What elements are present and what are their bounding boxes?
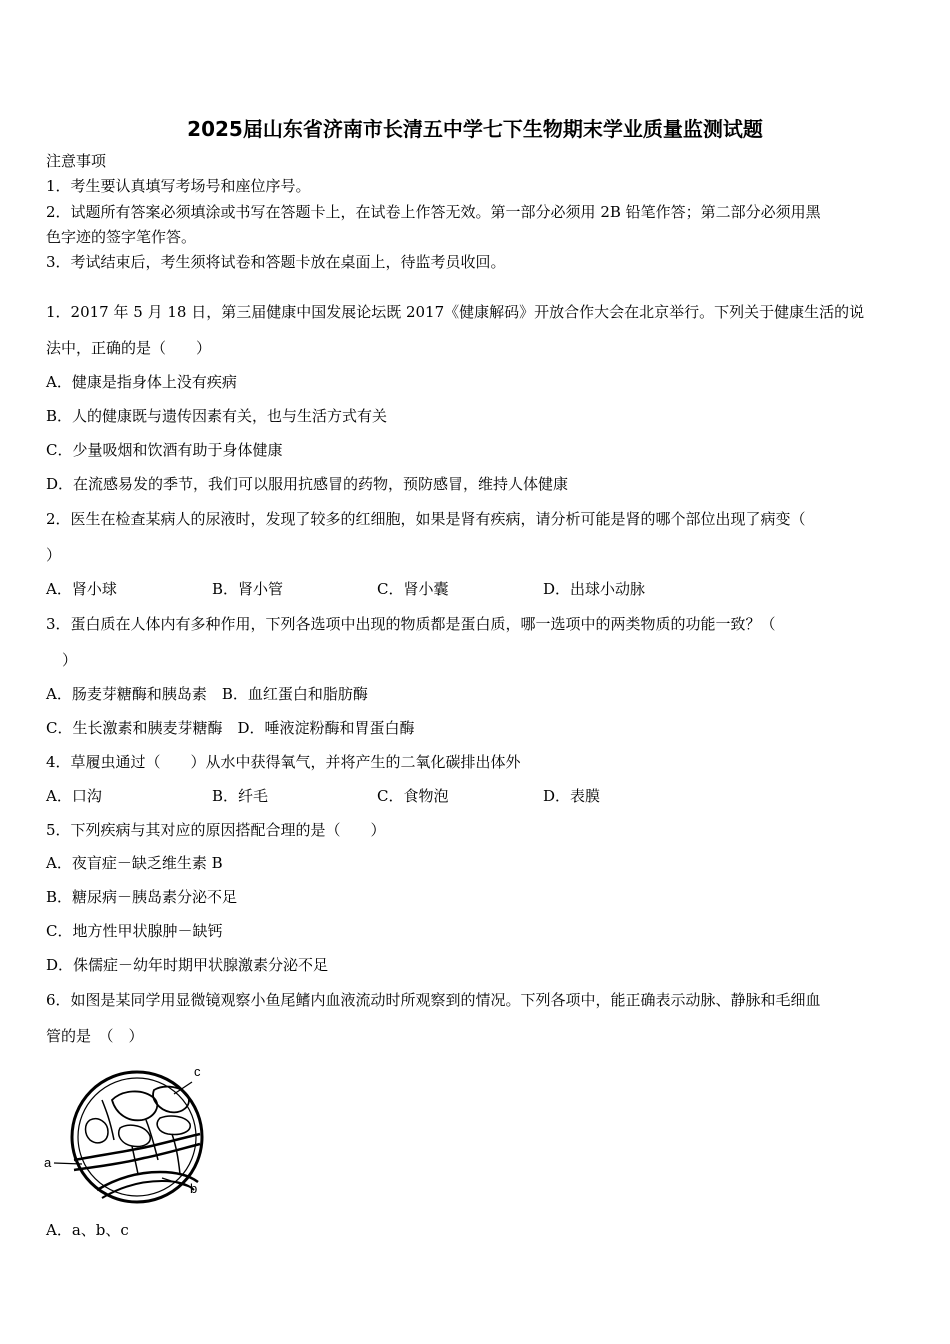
q2-option-c: C．肾小囊 bbox=[377, 580, 449, 598]
q5-option-b: B．糖尿病－胰岛素分泌不足 bbox=[46, 888, 238, 906]
notice-item-3: 3．考试结束后，考生须将试卷和答题卡放在桌面上，待监考员收回。 bbox=[46, 253, 506, 271]
q4-option-a: A．口沟 bbox=[46, 787, 102, 805]
figure-label-b: b bbox=[190, 1181, 198, 1196]
q4-option-c: C．食物泡 bbox=[377, 787, 449, 805]
q2-option-b: B．肾小管 bbox=[212, 580, 284, 598]
notice-item-1: 1．考生要认真填写考场号和座位序号。 bbox=[46, 177, 311, 195]
figure-label-c: c bbox=[194, 1064, 201, 1079]
capillary-c bbox=[112, 1091, 157, 1120]
q5-stem: 5．下列疾病与其对应的原因搭配合理的是（ ） bbox=[46, 821, 386, 839]
q6-stem-line1: 6．如图是某同学用显微镜观察小鱼尾鳍内血液流动时所观察到的情况。下列各项中，能正确表示动脉、静脉和毛细血 bbox=[46, 991, 821, 1009]
q5-option-a: A．夜盲症－缺乏维生素 B bbox=[46, 854, 223, 872]
blood-vessel-figure bbox=[42, 1060, 212, 1205]
q5-option-c: C．地方性甲状腺肿－缺钙 bbox=[46, 922, 223, 940]
q4-stem: 4．草履虫通过（ ）从水中获得氧气，并将产生的二氧化碳排出体外 bbox=[46, 753, 521, 771]
notice-heading: 注意事项 bbox=[46, 152, 107, 170]
notice-item-2-cont: 色字迹的签字笔作答。 bbox=[46, 228, 197, 246]
q5-option-d: D．侏儒症－幼年时期甲状腺激素分泌不足 bbox=[46, 956, 329, 974]
q3-options-ab: A．肠麦芽糖酶和胰岛素 B．血红蛋白和脂肪酶 bbox=[46, 685, 368, 703]
q2-stem-line2: ） bbox=[46, 546, 62, 564]
q6-option-a: A．a、b、c bbox=[46, 1221, 129, 1239]
q2-option-a: A．肾小球 bbox=[46, 580, 117, 598]
q6-stem-line2: 管的是 （ ） bbox=[46, 1027, 144, 1045]
q1-stem-line2: 法中，正确的是（ ） bbox=[46, 339, 212, 357]
q3-options-cd: C．生长激素和胰麦芽糖酶 D．唾液淀粉酶和胃蛋白酶 bbox=[46, 719, 415, 737]
notice-item-2: 2．试题所有答案必须填涂或书写在答题卡上，在试卷上作答无效。第一部分必须用 2B 铅笔作答；第二部分必须用黑 bbox=[46, 203, 821, 221]
q2-option-d: D．出球小动脉 bbox=[543, 580, 646, 598]
exam-title: 2025届山东省济南市长清五中学七下生物期末学业质量监测试题 bbox=[187, 117, 763, 141]
q3-stem-line1: 3．蛋白质在人体内有多种作用，下列各选项中出现的物质都是蛋白质，哪一选项中的两类物质的功能一致？（ bbox=[46, 615, 776, 633]
q1-option-b: B．人的健康既与遗传因素有关，也与生活方式有关 bbox=[46, 407, 388, 425]
q1-stem-line1: 1．2017 年 5 月 18 日，第三届健康中国发展论坛既 2017《健康解码》开放合作大会在北京举行。下列关于健康生活的说 bbox=[46, 303, 865, 321]
q4-option-b: B．纤毛 bbox=[212, 787, 269, 805]
figure-label-a: a bbox=[44, 1155, 52, 1170]
q1-option-c: C．少量吸烟和饮酒有助于身体健康 bbox=[46, 441, 283, 459]
q1-option-d: D．在流感易发的季节，我们可以服用抗感冒的药物，预防感冒，维持人体健康 bbox=[46, 475, 569, 493]
q3-stem-line2: ） bbox=[62, 651, 78, 669]
q2-stem-line1: 2．医生在检查某病人的尿液时，发现了较多的红细胞，如果是肾有疾病，请分析可能是肾的哪个部位出现了病变（ bbox=[46, 510, 806, 528]
q4-option-d: D．表膜 bbox=[543, 787, 601, 805]
q1-option-a: A．健康是指身体上没有疾病 bbox=[46, 373, 237, 391]
